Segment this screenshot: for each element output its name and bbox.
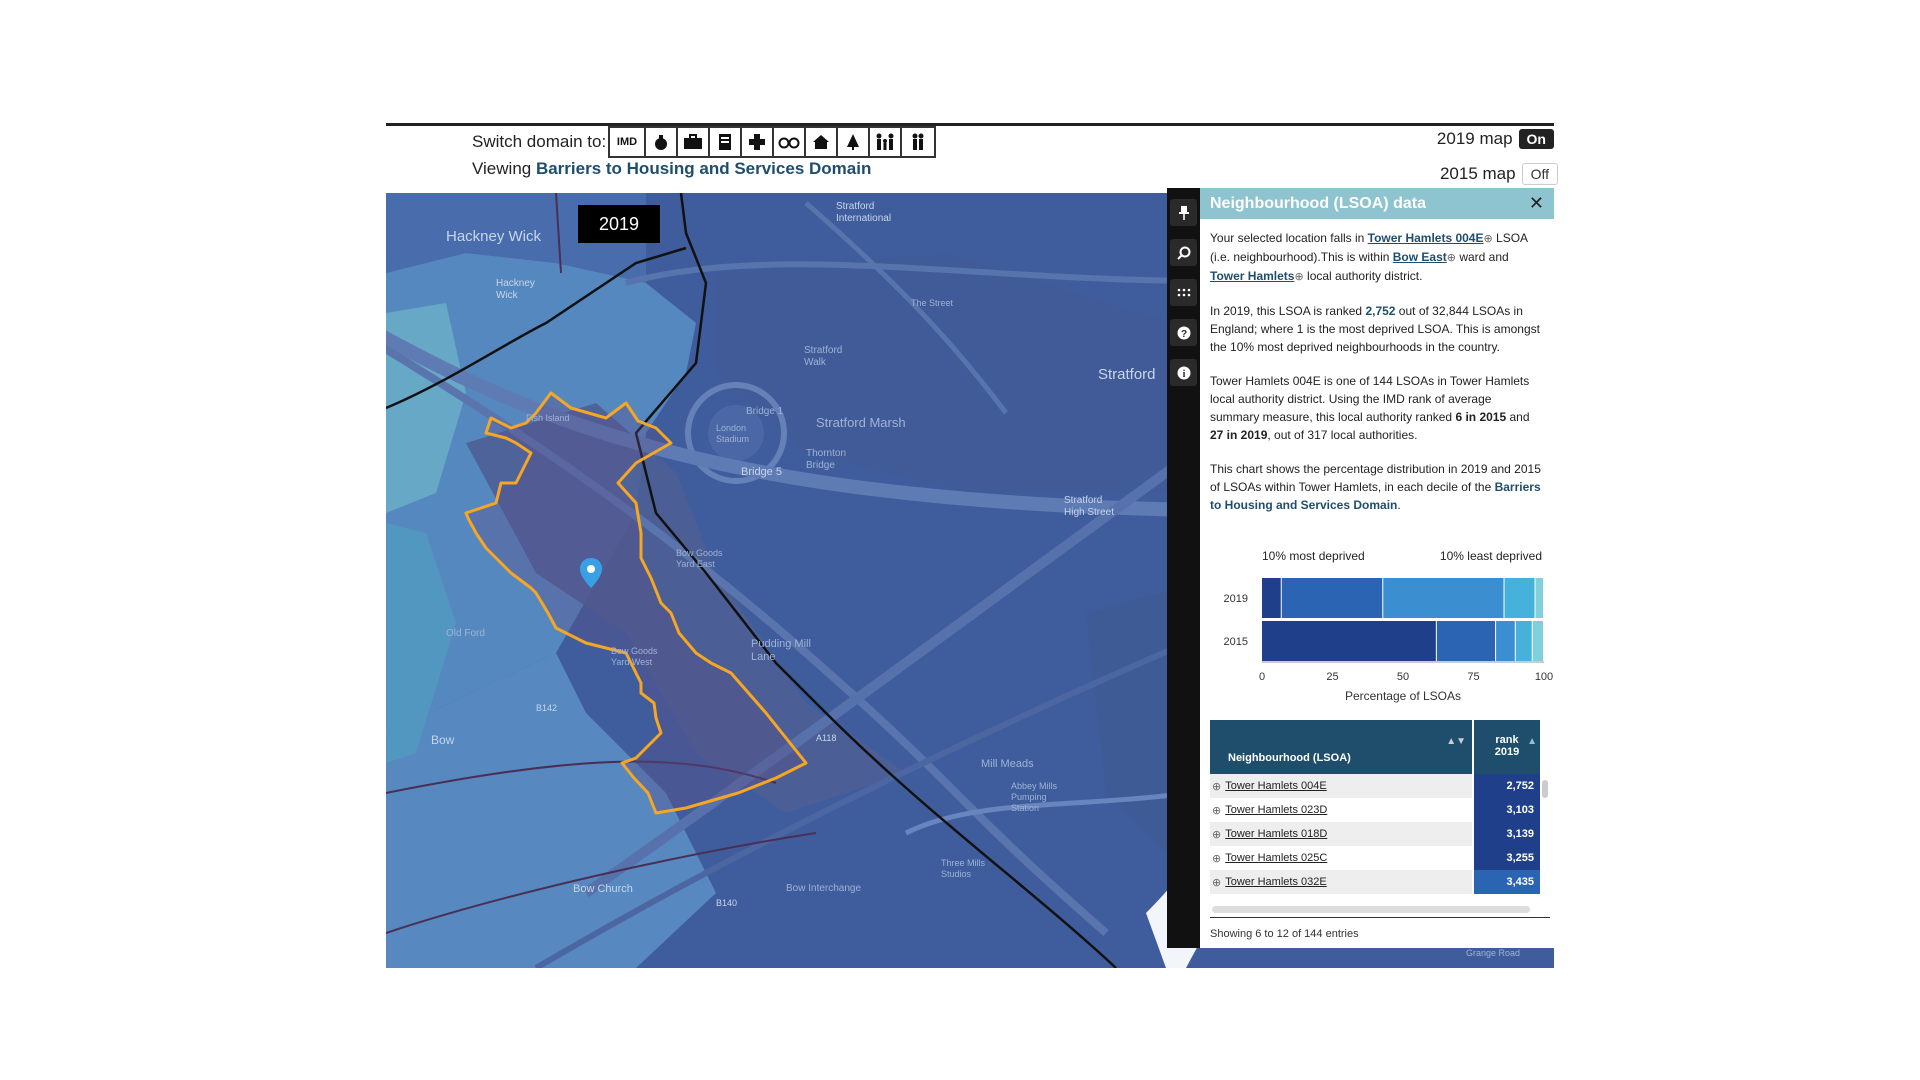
map-label-stratford-international: Stratford International (836, 201, 892, 224)
domain-switcher (608, 126, 936, 158)
map-label-thornton-bridge: Thornton Bridge (806, 448, 847, 471)
map-label-bow-goods-west: Bow Goods Yard West (611, 646, 658, 667)
info-icon[interactable] (1170, 359, 1197, 386)
lsoa-table (1210, 720, 1540, 894)
column-header-rank-2019[interactable]: rank 2019 ▲ (1474, 720, 1540, 774)
lsoa-link[interactable]: Tower Hamlets 004E (1367, 231, 1484, 245)
authority-paragraph: Tower Hamlets 004E is one of 144 LSOAs in Tower Hamlets local authority district. Using the IMD rank of average summary measure, this local authority ranked 6 in 2015 and 27 in 2019, out of 317 local authorities. (1210, 374, 1530, 442)
health-cross-icon[interactable] (742, 128, 774, 156)
panel-body (1200, 229, 1554, 514)
map-label-grange-road: Grange Road (1466, 948, 1521, 958)
sort-asc-icon[interactable]: ▲ (1527, 736, 1537, 747)
map-year-badge: 2019 (578, 205, 660, 243)
map-label-stratford-marsh: Stratford Marsh (816, 415, 906, 430)
zoom-search-icon[interactable] (1170, 239, 1197, 266)
pin-icon[interactable] (1170, 199, 1197, 226)
map-label-bridge-1: Bridge 1 (746, 406, 784, 417)
zoom-in-icon[interactable]: ⊕ (1483, 233, 1493, 245)
svg-text:i: i (1182, 368, 1185, 380)
panel-title: Neighbourhood (LSOA) data (1210, 194, 1426, 212)
zoom-in-icon[interactable]: ⊕ (1212, 780, 1222, 793)
map-2019-label: 2019 map (1436, 129, 1513, 148)
chart-x-axis-label: Percentage of LSOAs (1344, 689, 1462, 703)
map-label-stratford-walk: Stratford Walk (804, 345, 843, 368)
map-label-a118: A118 (816, 733, 837, 743)
map-label-bow-interchange: Bow Interchange (786, 883, 862, 894)
zoom-in-icon[interactable]: ⊕ (1212, 876, 1222, 889)
rank-paragraph: In 2019, this LSOA is ranked 2,752 out of 32,844 LSOAs in England; where 1 is the most deprived LSOA. This is amongst the 10% most deprived neighbourhoods in the country. (1210, 304, 1540, 354)
lsoa-rank-value: 2,752 (1365, 304, 1396, 318)
lsoa-name-cell (1210, 798, 1472, 822)
lsoa-link[interactable]: Tower Hamlets 023D (1225, 804, 1328, 816)
map-label-bow-goods-east: Bow Goods Yard East (676, 548, 723, 569)
map-label-b142: B142 (536, 703, 558, 713)
chart-x-tick-label: 50 (1396, 671, 1410, 683)
map-2019-toggle-row (1437, 129, 1554, 149)
map-label-stratford: Stratford (1098, 366, 1156, 383)
map-label-hackney-wick-small: Hackney Wick (496, 278, 535, 301)
map-label-london-stadium: London Stadium (716, 423, 750, 444)
lsoa-name-cell (1210, 774, 1472, 798)
rank-cell: 3,255 (1474, 846, 1540, 870)
local-authority-link[interactable]: Tower Hamlets (1210, 269, 1295, 283)
map-label-the-street: The Street (911, 298, 954, 308)
table-row[interactable] (1210, 870, 1540, 894)
briefcase-icon[interactable] (678, 128, 710, 156)
map-2015-toggle-row (1440, 163, 1558, 185)
tree-icon[interactable] (838, 128, 870, 156)
rank-2015: 6 in 2015 (1455, 410, 1507, 424)
lsoa-link[interactable]: Tower Hamlets 004E (1225, 780, 1327, 792)
table-row[interactable] (1210, 846, 1540, 870)
table-info: Showing 6 to 12 of 144 entries (1210, 928, 1359, 940)
map-label-bow-church: Bow Church (573, 883, 633, 895)
lsoa-name-cell (1210, 846, 1472, 870)
close-icon[interactable]: ✕ (1528, 193, 1544, 213)
map-label-mill-meads: Mill Meads (981, 758, 1034, 770)
map-label-abbey-mills: Abbey Mills Pumping Station (1011, 781, 1058, 813)
map-label-b140: B140 (716, 898, 738, 908)
table-row[interactable] (1210, 798, 1540, 822)
zoom-in-icon[interactable]: ⊕ (1446, 252, 1456, 264)
help-icon[interactable] (1170, 319, 1197, 346)
lsoa-name-cell (1210, 870, 1472, 894)
column-header-neighbourhood[interactable]: Neighbourhood (LSOA) ▲▼ (1210, 720, 1472, 774)
location-marker-icon[interactable] (580, 558, 602, 593)
map-label-three-mills: Three Mills Studios (941, 858, 986, 879)
table-scrollbar-vertical[interactable] (1542, 780, 1548, 798)
lsoa-name-cell (1210, 822, 1472, 846)
map-label-old-ford: Old Ford (446, 628, 485, 639)
money-bag-icon[interactable] (646, 128, 678, 156)
map-2015-label: 2015 map (1439, 164, 1516, 183)
table-row[interactable] (1210, 774, 1540, 798)
table-bottom-rule (1210, 917, 1550, 918)
table-scrollbar-horizontal[interactable] (1212, 906, 1530, 913)
imd-button[interactable]: IMD (610, 128, 646, 156)
switch-domain-label: Switch domain to: (472, 132, 607, 151)
rank-2019: 27 in 2019 (1210, 428, 1268, 442)
chart-label-least-deprived: 10% least deprived (1439, 549, 1542, 563)
map-2015-toggle[interactable]: Off (1522, 163, 1558, 185)
family-icon[interactable] (870, 128, 902, 156)
panel-header (1200, 188, 1554, 219)
chart-x-tick-label: 100 (1534, 671, 1554, 683)
rank-cell: 3,103 (1474, 798, 1540, 822)
older-people-icon[interactable] (902, 128, 934, 156)
sort-icon[interactable]: ▲▼ (1446, 736, 1466, 747)
map-2019-toggle[interactable]: On (1519, 129, 1554, 149)
panel-tab-strip (1167, 188, 1200, 948)
table-row[interactable] (1210, 822, 1540, 846)
zoom-in-icon[interactable]: ⊕ (1212, 828, 1222, 841)
zoom-in-icon[interactable]: ⊕ (1212, 852, 1222, 865)
table-body (1210, 774, 1540, 894)
crime-handcuffs-icon[interactable] (774, 128, 806, 156)
rank-cell: 3,139 (1474, 822, 1540, 846)
zoom-in-icon[interactable]: ⊕ (1294, 271, 1304, 283)
rank-cell: 2,752 (1474, 774, 1540, 798)
map-label-pudding-mill: Pudding Mill Lane (751, 638, 811, 663)
lsoa-link[interactable]: Tower Hamlets 032E (1225, 876, 1327, 888)
location-paragraph: Your selected location falls in Tower Hamlets 004E⊕ LSOA (i.e. neighbourhood).This is within Bow East⊕ ward and Tower Hamlets⊕ local authority district. (1210, 231, 1528, 283)
svg-text:?: ? (1180, 328, 1187, 340)
table-header (1210, 720, 1540, 774)
chart-category-label: 2019 (1223, 593, 1248, 605)
chart-x-tick-label: 25 (1326, 671, 1339, 683)
chart-label-most-deprived: 10% most deprived (1262, 549, 1365, 563)
chart-domain-name: Barriers to Housing and Services Domain (1210, 480, 1541, 512)
viewing-domain-text: Viewing Barriers to Housing and Services Domain (472, 159, 872, 178)
lsoa-link[interactable]: Tower Hamlets 018D (1225, 828, 1328, 840)
grid-dots-icon[interactable] (1170, 279, 1197, 306)
top-rule (386, 123, 1554, 126)
ward-link[interactable]: Bow East (1392, 250, 1447, 264)
rank-cell: 3,435 (1474, 870, 1540, 894)
house-icon[interactable] (806, 128, 838, 156)
map-label-stratford-high-street: Stratford High Street (1064, 495, 1115, 518)
certificate-icon[interactable] (710, 128, 742, 156)
map-label-bridge-5: Bridge 5 (741, 466, 782, 478)
chart-x-tick-label: 75 (1467, 671, 1480, 683)
chart-category-label: 2015 (1223, 636, 1248, 648)
chart-description: This chart shows the percentage distribution in 2019 and 2015 of LSOAs within Tower Hamlets, in each decile of the Barriers to Housing and Services Domain. (1210, 462, 1541, 512)
map-label-bow: Bow (431, 733, 455, 747)
zoom-in-icon[interactable]: ⊕ (1212, 804, 1222, 817)
map-label-hackney-wick: Hackney Wick (446, 228, 542, 245)
chart-x-tick-label: 0 (1258, 671, 1266, 683)
lsoa-link[interactable]: Tower Hamlets 025C (1225, 852, 1328, 864)
map-label-fish-island: Fish Island (526, 413, 570, 423)
viewing-domain-name: Barriers to Housing and Services Domain (535, 159, 872, 178)
